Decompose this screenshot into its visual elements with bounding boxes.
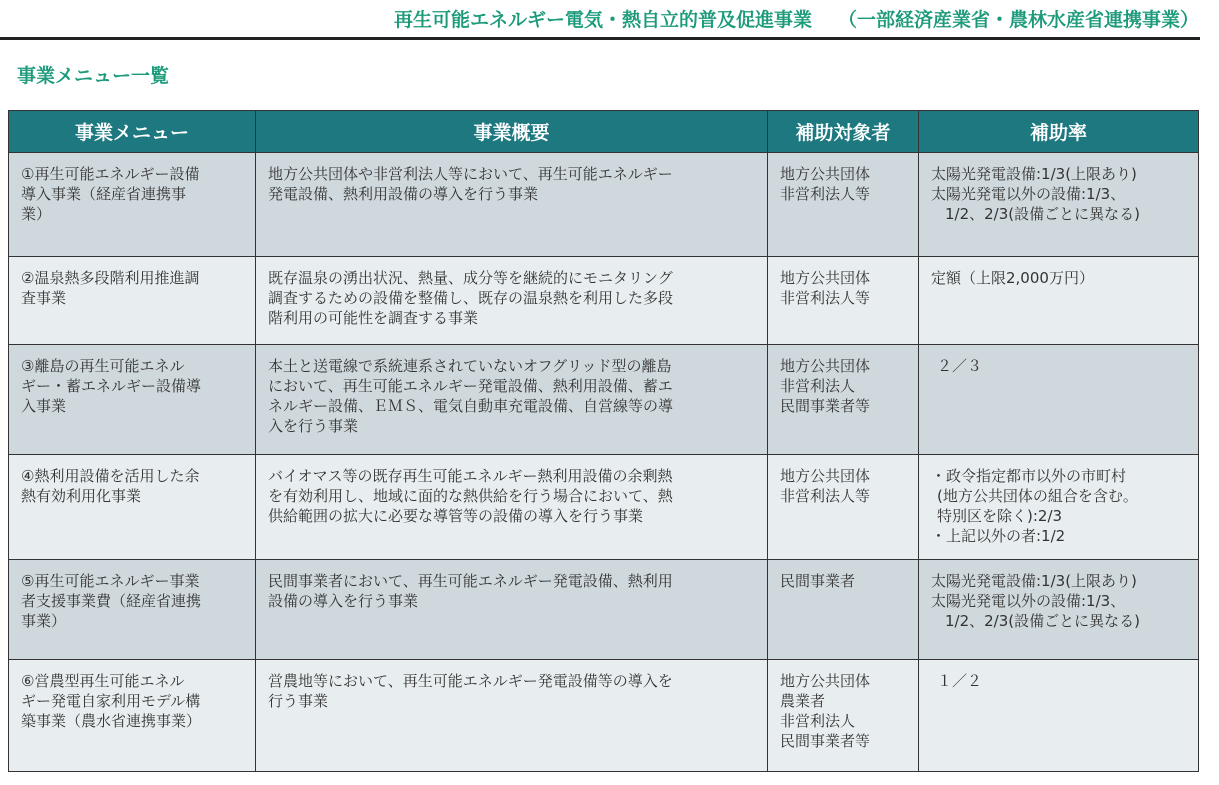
summary-line: 供給範囲の拡大に必要な導管等の設備の導入を行う事業 bbox=[268, 507, 644, 525]
summary-line: 民間事業者において、再生可能エネルギー発電設備、熱利用 bbox=[268, 572, 673, 590]
table-row bbox=[9, 660, 1199, 772]
table-row bbox=[9, 455, 1199, 560]
column-header-target: 補助対象者 bbox=[768, 111, 919, 153]
summary-line: 行う事業 bbox=[268, 692, 329, 710]
target-line: 非営利法人 bbox=[780, 377, 856, 395]
target-line: 民間事業者等 bbox=[780, 732, 871, 750]
table-row bbox=[9, 153, 1199, 257]
summary-line: 設備の導入を行う事業 bbox=[268, 592, 419, 610]
rate-line: 特別区を除く):2/3 bbox=[937, 507, 1063, 525]
target-line: 非営利法人等 bbox=[780, 487, 871, 505]
summary-line: 本土と送電線で系統連系されていないオフグリッド型の離島 bbox=[268, 357, 672, 375]
target-cell bbox=[768, 455, 919, 560]
rate-line: ・上記以外の者:1/2 bbox=[931, 527, 1066, 545]
summary-line: 調査するための設備を整備し、既存の温泉熱を利用した多段 bbox=[268, 289, 674, 307]
target-line: 農業者 bbox=[780, 692, 826, 710]
summary-line: バイオマス等の既存再生可能エネルギー熱利用設備の余剰熱 bbox=[268, 467, 673, 485]
table-header-row bbox=[9, 111, 1199, 153]
target-line: 地方公共団体 bbox=[780, 467, 871, 485]
rate-line: ・政令指定都市以外の市町村 bbox=[931, 467, 1127, 485]
summary-cell bbox=[256, 560, 768, 660]
summary-line: を有効利用し、地域に面的な熱供給を行う場合において、熱 bbox=[268, 487, 673, 505]
target-cell bbox=[768, 660, 919, 772]
table-row bbox=[9, 257, 1199, 345]
menu-cell bbox=[9, 345, 256, 455]
section-title: 事業メニュー一覧 bbox=[17, 65, 170, 87]
menu-line: ⑥営農型再生可能エネル bbox=[21, 672, 185, 690]
rate-cell bbox=[919, 455, 1199, 560]
menu-cell bbox=[9, 257, 256, 345]
rate-line: 定額（上限2,000万円） bbox=[931, 269, 1094, 287]
rate-cell bbox=[919, 345, 1199, 455]
target-line: 非営利法人等 bbox=[780, 289, 871, 307]
menu-line: ②温泉熱多段階利用推進調 bbox=[21, 269, 200, 287]
summary-line: において、再生可能エネルギー発電設備、熱利用設備、蓄エ bbox=[268, 377, 673, 395]
page-title-sub: （一部経済産業省・農林水産省連携事業） bbox=[837, 9, 1199, 31]
menu-line: 者支援事業費（経産省連携 bbox=[21, 592, 202, 610]
summary-cell bbox=[256, 257, 768, 345]
rate-line: １／２ bbox=[937, 672, 983, 690]
target-line: 地方公共団体 bbox=[780, 357, 871, 375]
rate-line: ２／３ bbox=[937, 357, 983, 375]
menu-line: 導入事業（経産省連携事 bbox=[21, 185, 187, 203]
page-title bbox=[394, 5, 1199, 32]
summary-line: 既存温泉の湧出状況、熱量、成分等を継続的にモニタリング bbox=[268, 269, 673, 287]
rate-line: (地方公共団体の組合を含む。 bbox=[937, 487, 1138, 505]
menu-line: ギー発電自家利用モデル構 bbox=[21, 692, 201, 710]
target-line: 非営利法人 bbox=[780, 712, 856, 730]
title-divider bbox=[0, 37, 1200, 40]
summary-line: 営農地等において、再生可能エネルギー発電設備等の導入を bbox=[268, 672, 673, 690]
menu-cell bbox=[9, 660, 256, 772]
summary-line: ネルギー設備、ＥＭＳ、電気自動車充電設備、自営線等の導 bbox=[268, 397, 674, 415]
summary-line: 地方公共団体や非営利法人等において、再生可能エネルギー bbox=[268, 165, 673, 183]
target-line: 地方公共団体 bbox=[780, 165, 871, 183]
page-title-main: 再生可能エネルギー電気・熱自立的普及促進事業 bbox=[393, 9, 812, 31]
target-line: 民間事業者等 bbox=[780, 397, 871, 415]
rate-line: 太陽光発電以外の設備:1/3、 bbox=[931, 185, 1126, 203]
menu-line: ⑤再生可能エネルギー事業 bbox=[21, 572, 200, 590]
column-header-menu: 事業メニュー bbox=[9, 111, 256, 153]
menu-line: ④熱利用設備を活用した余 bbox=[21, 467, 200, 485]
rate-line: 1/2、2/3(設備ごとに異なる) bbox=[945, 205, 1140, 223]
rate-cell bbox=[919, 153, 1199, 257]
column-header-rate: 補助率 bbox=[919, 111, 1199, 153]
menu-line: 事業） bbox=[21, 612, 67, 630]
summary-cell bbox=[256, 455, 768, 560]
rate-line: 太陽光発電設備:1/3(上限あり) bbox=[931, 165, 1137, 183]
summary-cell bbox=[256, 153, 768, 257]
target-cell bbox=[768, 153, 919, 257]
column-header-summary: 事業概要 bbox=[256, 111, 768, 153]
rate-cell bbox=[919, 560, 1199, 660]
rate-cell bbox=[919, 660, 1199, 772]
menu-line: ③離島の再生可能エネル bbox=[21, 357, 185, 375]
menu-cell bbox=[9, 153, 256, 257]
rate-line: 太陽光発電設備:1/3(上限あり) bbox=[931, 572, 1137, 590]
rate-line: 1/2、2/3(設備ごとに異なる) bbox=[945, 612, 1140, 630]
menu-cell bbox=[9, 455, 256, 560]
menu-line: ギー・蓄エネルギー設備導 bbox=[21, 377, 202, 395]
menu-line: 入事業 bbox=[21, 397, 67, 415]
summary-line: 階利用の可能性を調査する事業 bbox=[268, 309, 479, 327]
target-cell bbox=[768, 257, 919, 345]
rate-cell bbox=[919, 257, 1199, 345]
business-menu-table bbox=[8, 110, 1199, 772]
menu-line: 熱有効利用化事業 bbox=[21, 487, 142, 505]
summary-cell bbox=[256, 660, 768, 772]
target-line: 地方公共団体 bbox=[780, 672, 871, 690]
table-row bbox=[9, 345, 1199, 455]
table-row bbox=[9, 560, 1199, 660]
target-line: 地方公共団体 bbox=[780, 269, 871, 287]
rate-line: 太陽光発電以外の設備:1/3、 bbox=[931, 592, 1126, 610]
summary-line: 発電設備、熱利用設備の導入を行う事業 bbox=[268, 185, 539, 203]
menu-cell bbox=[9, 560, 256, 660]
menu-line: 築事業（農水省連携事業） bbox=[21, 712, 202, 730]
target-line: 非営利法人等 bbox=[780, 185, 871, 203]
target-cell bbox=[768, 345, 919, 455]
summary-cell bbox=[256, 345, 768, 455]
menu-line: 査事業 bbox=[21, 289, 67, 307]
menu-line: ①再生可能エネルギー設備 bbox=[21, 165, 200, 183]
target-cell bbox=[768, 560, 919, 660]
summary-line: 入を行う事業 bbox=[268, 417, 359, 435]
menu-line: 業） bbox=[21, 205, 52, 223]
target-line: 民間事業者 bbox=[780, 572, 856, 590]
